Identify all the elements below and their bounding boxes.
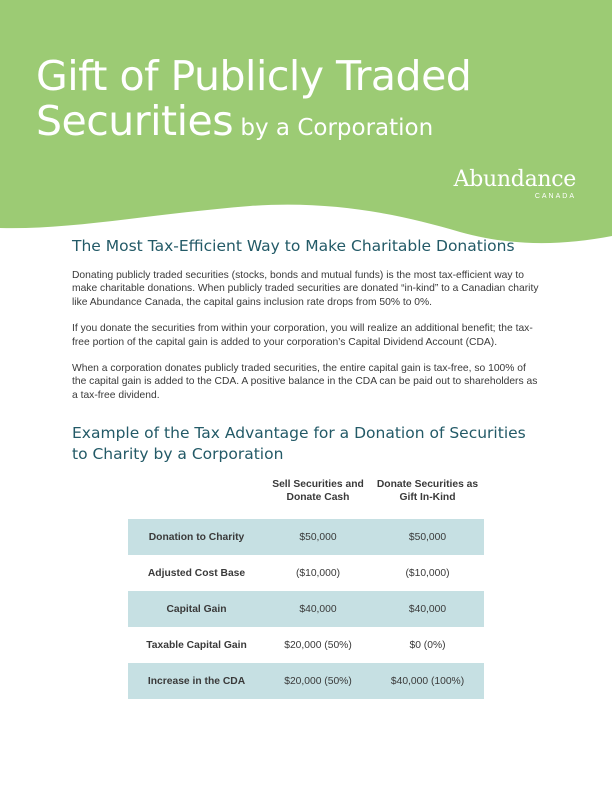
section-heading-tax-efficient: The Most Tax-Efficient Way to Make Charitable Donations	[72, 237, 515, 255]
paragraph-corporation: If you donate the securities from within your corporation, you will realize an additional benefit; the tax-free portion of the capital gain is added to your corporation’s Capital Dividend Account (CDA).	[72, 323, 533, 348]
row-label: Taxable Capital Gain	[146, 639, 247, 651]
table-row	[128, 591, 484, 627]
table-row	[128, 663, 484, 699]
row-value-sell: $40,000	[265, 591, 371, 627]
row-value-donate: $40,000	[371, 591, 484, 627]
row-value-sell: $20,000 (50%)	[265, 663, 371, 699]
table-header-row	[128, 478, 484, 519]
row-label: Capital Gain	[128, 591, 265, 627]
logo-subtitle: CANADA	[534, 193, 576, 200]
row-value-donate: $40,000 (100%)	[371, 663, 484, 699]
row-value-sell: $50,000	[265, 519, 371, 555]
page-title	[36, 54, 471, 151]
row-label: Donation to Charity	[128, 519, 265, 555]
paragraph-intro: Donating publicly traded securities (stocks, bonds and mutual funds) is the most tax-efficient way to make charitable donations. When publicly traded securities are donated “in-kind” to a Canadian charity like Abundance Canada, the capital gains inclusion rate drops from 50% to 0%.	[72, 270, 539, 308]
section-heading-example: Example of the Tax Advantage for a Donation of Securities to Charity by a Corporation	[72, 424, 526, 464]
table-header-donate: Donate Securities as Gift In-Kind	[376, 479, 479, 504]
row-value-donate: $0 (0%)	[409, 639, 446, 651]
row-label: Increase in the CDA	[128, 663, 265, 699]
title-line-2	[36, 98, 471, 151]
title-main-word: Securities	[36, 97, 234, 145]
title-line-1: Gift of Publicly Traded	[36, 52, 472, 100]
row-value-donate: ($10,000)	[405, 567, 450, 579]
row-value-donate: $50,000	[371, 519, 484, 555]
title-suffix: by a Corporation	[233, 115, 434, 141]
table-header-sell: Sell Securities and Donate Cash	[272, 479, 364, 504]
logo-name: Abundance	[453, 167, 576, 192]
row-value-sell: $20,000 (50%)	[284, 639, 352, 651]
row-value-sell: ($10,000)	[295, 567, 341, 579]
abundance-logo	[454, 168, 576, 201]
header-banner	[0, 0, 612, 250]
table-row	[128, 627, 484, 663]
table-header-empty	[128, 478, 265, 519]
row-label: Adjusted Cost Base	[147, 567, 246, 579]
main-content	[72, 236, 542, 699]
table-row	[128, 519, 484, 555]
table-row	[128, 555, 484, 591]
tax-advantage-table	[128, 478, 484, 699]
paragraph-cda: When a corporation donates publicly traded securities, the entire capital gain is tax-free, so 100% of the capital gain is added to the CDA. A positive balance in the CDA can be paid out to shareholders as a tax-free dividend.	[72, 363, 538, 401]
